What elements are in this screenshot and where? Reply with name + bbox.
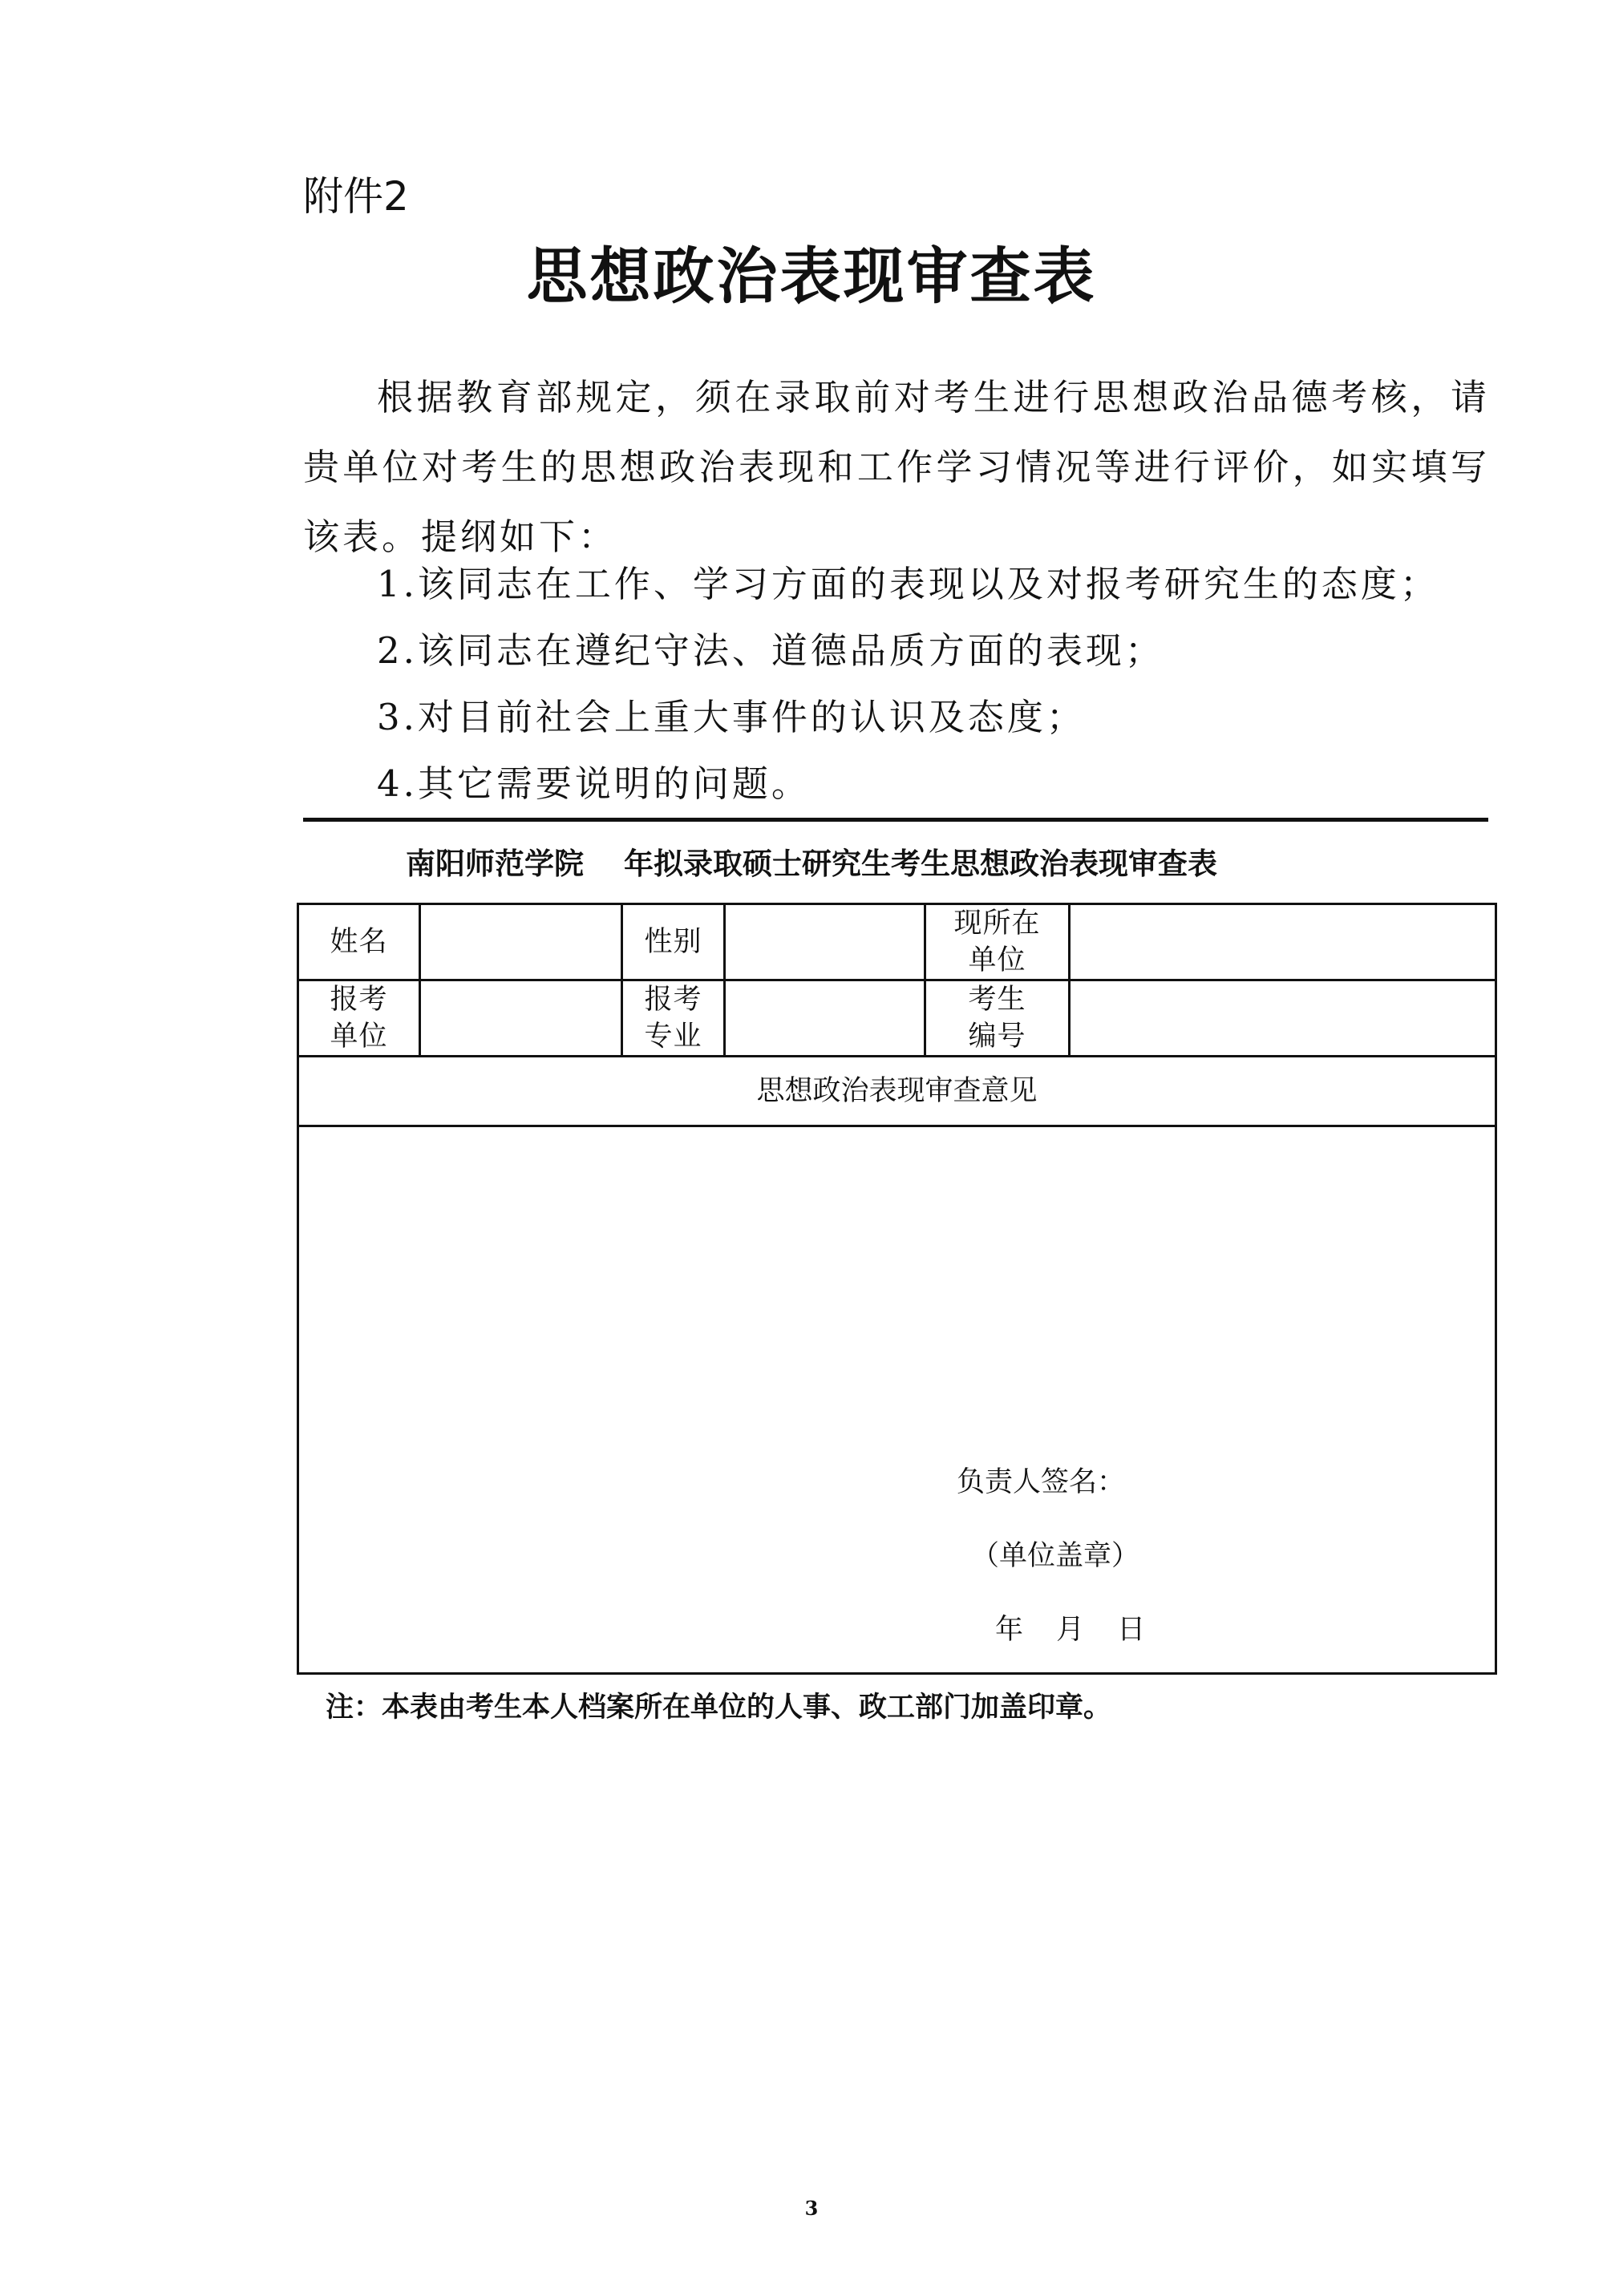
page-title: 思想政治表现审查表 xyxy=(526,241,1097,312)
current-unit-label xyxy=(925,904,1070,980)
date-label: 年 月 日 xyxy=(995,1614,1146,1646)
page-number: 3 xyxy=(804,2197,819,2220)
gender-field[interactable] xyxy=(725,904,925,980)
form-title-rest: 年拟录取硕士研究生考生思想政治表现审查表 xyxy=(624,847,1217,881)
current-unit-label-line2: 单位 xyxy=(968,944,1026,976)
candidate-no-label-line2: 编号 xyxy=(968,1021,1026,1053)
applied-major-label xyxy=(622,980,725,1057)
table-row xyxy=(298,980,1496,1057)
intro-paragraph: 根据教育部规定，须在录取前对考生进行思想政治品德考核，请贵单位对考生的思想政治表现和工作学习情况等进行评价，如实填写该表。提纲如下： xyxy=(303,376,1490,558)
applied-unit-label-line2: 单位 xyxy=(330,1021,388,1053)
applied-major-label-line2: 专业 xyxy=(644,1021,702,1053)
form-title-school: 南阳师范学院 xyxy=(406,847,584,881)
opinion-area[interactable] xyxy=(298,1126,1496,1674)
outline-item: 4.其它需要说明的问题。 xyxy=(377,762,811,805)
current-unit-label-line1: 现所在 xyxy=(953,907,1041,940)
attachment-label: 附件2 xyxy=(303,173,409,220)
table-row xyxy=(298,904,1496,980)
current-unit-field[interactable] xyxy=(1070,904,1496,980)
applied-unit-label xyxy=(298,980,420,1057)
opinion-header: 思想政治表现审查意见 xyxy=(298,1057,1496,1126)
outline-item: 2.该同志在遵纪守法、道德品质方面的表现； xyxy=(377,629,1164,672)
review-form-table xyxy=(297,903,1497,1675)
table-row xyxy=(298,1057,1496,1126)
footnote: 注：本表由考生本人档案所在单位的人事、政工部门加盖印章。 xyxy=(326,1692,1112,1724)
name-field[interactable] xyxy=(420,904,622,980)
outline-item: 3.对目前社会上重大事件的认识及态度； xyxy=(377,696,1086,738)
applied-unit-label-line1: 报考 xyxy=(330,984,388,1016)
candidate-no-field[interactable] xyxy=(1070,980,1496,1057)
gender-label: 性别 xyxy=(622,904,725,980)
candidate-no-label-line1: 考生 xyxy=(968,984,1026,1016)
table-row xyxy=(298,1126,1496,1674)
applied-major-field[interactable] xyxy=(725,980,925,1057)
form-title xyxy=(0,840,1623,888)
signature-label: 负责人签名： xyxy=(957,1466,1126,1498)
section-divider xyxy=(303,818,1488,822)
applied-unit-field[interactable] xyxy=(420,980,622,1057)
candidate-no-label xyxy=(925,980,1070,1057)
signature-block xyxy=(957,1464,1145,1685)
outline-item: 1.该同志在工作、学习方面的表现以及对报考研究生的态度； xyxy=(377,563,1439,605)
applied-major-label-line1: 报考 xyxy=(644,984,702,1016)
outline-list xyxy=(377,551,1439,817)
name-label: 姓名 xyxy=(298,904,420,980)
seal-label: （单位盖章） xyxy=(971,1540,1140,1572)
